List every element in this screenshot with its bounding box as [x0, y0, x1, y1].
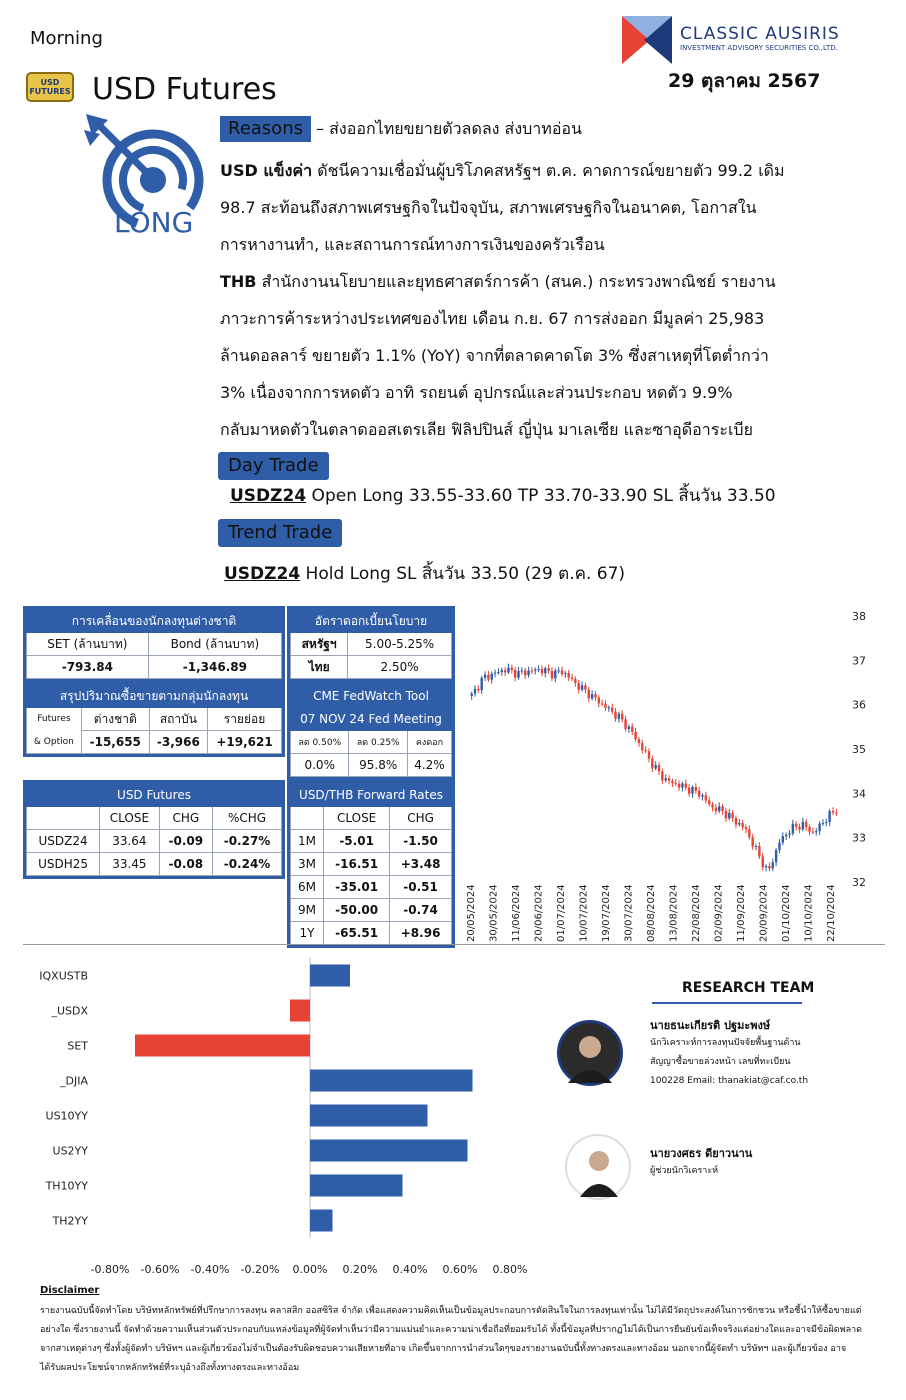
- disclaimer-line: รายงานฉบับนี้จัดทำโดย บริษัทหลักทรัพย์ที่ปรึกษาการลงทุน คลาสสิก ออสซิริส จำกัด เพื่อแสดงความคิดเห็นเป็นข้อมูลประกอบการตัดสินใจในการลงทุนเท่านั้น ไม่ได้มีวัตถุประสงค์ในการชักชวน หรือชี้นำให้ซื้อขายแต่: [40, 1306, 862, 1316]
- forward-tenor: 9M: [291, 899, 324, 922]
- candle-body: [651, 759, 653, 769]
- candle-body: [698, 791, 700, 797]
- forward-corner: [291, 807, 324, 830]
- candle-body: [705, 795, 707, 800]
- x-tick-label: 01/10/2024: [781, 884, 792, 942]
- thb-line-5: กลับมาหดตัวในตลาดออสเตรเลีย ฟิลิปปินส์ ญี่ปุ่น มาเลเซีย และซาอุดีอาระเบีย: [220, 420, 753, 439]
- candle-body: [808, 827, 810, 832]
- day-trade-line: [230, 482, 776, 509]
- candle-body: [487, 675, 489, 680]
- x-tick-label: 0.20%: [342, 1263, 378, 1275]
- policy-rate-title: อัตราดอกเบี้ยนโยบาย: [291, 610, 452, 633]
- forward-close: -35.01: [324, 876, 390, 899]
- candle-body: [624, 719, 626, 729]
- x-tick-label: -0.40%: [190, 1263, 230, 1275]
- research-team-title: RESEARCH TEAM: [682, 980, 815, 996]
- x-tick-label: -0.60%: [140, 1263, 180, 1275]
- investor-value: -3,966: [149, 731, 207, 754]
- candle-body: [654, 765, 656, 768]
- usd-line-1: ดัชนีความเชื่อมั่นผู้บริโภคสหรัฐฯ ต.ค. คาดการณ์ขยายตัว 99.2 เดิม: [312, 161, 785, 180]
- bar-category-label: _USDX: [51, 1004, 88, 1018]
- candle-body: [832, 811, 834, 812]
- usd-futures-panel: [23, 780, 285, 879]
- candle-body: [718, 806, 720, 811]
- candle-body: [701, 795, 703, 796]
- candle-body: [815, 831, 817, 832]
- foreign-flow-title: การเคลื่อนของนักลงทุนต่างชาติ: [27, 610, 282, 633]
- forward-header: CHG: [390, 807, 452, 830]
- usdthb-candlestick-chart: [458, 600, 878, 945]
- candle-body: [594, 694, 596, 697]
- x-tick-label: -0.80%: [90, 1263, 130, 1275]
- x-tick-label: 0.60%: [442, 1263, 478, 1275]
- usd-futures-symbol: USDZ24: [27, 830, 100, 853]
- candle-body: [497, 672, 499, 673]
- x-tick-label: 19/07/2024: [601, 884, 612, 942]
- candle-body: [551, 671, 553, 678]
- y-tick-label: 37: [852, 654, 866, 668]
- fedwatch-header: คงดอก: [407, 731, 451, 754]
- bar-category-label: TH10YY: [45, 1179, 88, 1193]
- candle-body: [631, 726, 633, 731]
- analyst-2-role: ผู้ช่วยนักวิเคราะห์: [650, 1166, 719, 1176]
- forward-header: CLOSE: [324, 807, 390, 830]
- candle-body: [494, 673, 496, 674]
- analyst-1-role: นักวิเคราะห์การลงทุนปัจจัยพื้นฐานด้าน: [650, 1038, 801, 1048]
- foreign-flow-bond-value: -1,346.89: [148, 656, 281, 679]
- forward-close: -16.51: [324, 853, 390, 876]
- forward-chg: +8.96: [390, 922, 452, 945]
- fedwatch-header: ลด 0.50%: [291, 731, 349, 754]
- analyst-1-info: [650, 1016, 870, 1091]
- candle-body: [755, 846, 757, 847]
- fedwatch-header: ลด 0.25%: [349, 731, 407, 754]
- usd-line-3: การหางานทำ, และสถานการณ์ทางการเงินของครัวเรือน: [220, 235, 605, 254]
- y-tick-label: 38: [852, 610, 866, 623]
- bar: [310, 1175, 403, 1197]
- candle-body: [581, 685, 583, 689]
- analyst-2-avatar: [567, 1136, 629, 1198]
- policy-rate-value: 5.00-5.25%: [348, 633, 452, 656]
- usd-futures-title: USD Futures: [27, 784, 282, 807]
- candle-body: [504, 670, 506, 672]
- y-tick-label: 34: [852, 787, 866, 801]
- usd-futures-header: CLOSE: [100, 807, 159, 830]
- policy-rate-country: ไทย: [291, 656, 348, 679]
- candle-body: [668, 778, 670, 781]
- table-row: [291, 830, 452, 853]
- candle-body: [638, 739, 640, 743]
- candle-body: [531, 671, 533, 672]
- candle-body: [534, 669, 536, 670]
- candle-body: [741, 823, 743, 827]
- usd-futures-pct: -0.27%: [213, 830, 282, 853]
- candle-body: [691, 787, 693, 794]
- candle-body: [795, 824, 797, 827]
- x-tick-label: 0.00%: [292, 1263, 328, 1275]
- foreign-flow-set-value: -793.84: [27, 656, 149, 679]
- thb-line-1: สำนักงานนโยบายและยุทธศาสตร์การค้า (สนค.) กระทรวงพาณิชย์ รายงาน: [256, 272, 776, 291]
- fedwatch-panel: [287, 681, 455, 780]
- forward-tenor: 6M: [291, 876, 324, 899]
- candle-body: [738, 823, 740, 825]
- table-row: [27, 830, 282, 853]
- candle-body: [731, 813, 733, 818]
- usd-futures-chg: -0.09: [159, 830, 212, 853]
- candle-body: [614, 712, 616, 719]
- company-subtitle: INVESTMENT ADVISORY SECURITIES CO.,LTD.: [680, 44, 838, 52]
- x-tick-label: 08/08/2024: [646, 884, 657, 942]
- candle-body: [621, 714, 623, 720]
- bar-category-label: TH2YY: [52, 1214, 88, 1228]
- bar-category-label: US10YY: [45, 1109, 88, 1123]
- x-tick-label: 22/08/2024: [691, 884, 702, 942]
- candle-body: [818, 824, 820, 832]
- usd-futures-badge-icon: USD FUTURES: [26, 72, 74, 102]
- candle-body: [721, 806, 723, 811]
- candle-body: [484, 675, 486, 678]
- candle-body: [601, 703, 603, 704]
- candle-body: [765, 866, 767, 867]
- candle-body: [792, 824, 794, 834]
- fedwatch-value: 95.8%: [349, 754, 407, 777]
- section-divider: [23, 944, 885, 945]
- candle-body: [762, 856, 764, 867]
- candle-body: [641, 743, 643, 750]
- thb-line-2: ภาวะการค้าระหว่างประเทศของไทย เดือน ก.ย. 67 การส่งออก มีมูลค่า 25,983: [220, 309, 765, 328]
- x-tick-label: 20/09/2024: [758, 884, 770, 942]
- x-tick-label: 30/05/2024: [488, 884, 500, 942]
- candle-body: [544, 668, 546, 673]
- candle-body: [491, 674, 493, 680]
- usd-futures-corner: [27, 807, 100, 830]
- usd-futures-header: CHG: [159, 807, 212, 830]
- candle-body: [678, 784, 680, 788]
- signal-label: LONG: [114, 206, 194, 239]
- candle-body: [825, 822, 827, 823]
- candle-body: [828, 811, 830, 822]
- disclaimer-title: Disclaimer: [40, 1285, 100, 1296]
- reasons-headline-row: [220, 116, 582, 142]
- usd-label: USD แข็งค่า: [220, 161, 313, 180]
- candle-body: [608, 707, 610, 708]
- x-tick-label: 20/05/2024: [466, 884, 477, 942]
- candle-body: [618, 714, 620, 719]
- candle-body: [725, 811, 727, 818]
- candle-body: [598, 698, 600, 704]
- candle-body: [501, 670, 503, 672]
- candle-body: [537, 669, 539, 670]
- thb-line-4: 3% เนื่องจากการหดตัว อาทิ รถยนต์ อุปกรณ์และส่วนประกอบ หดตัว 9.9%: [220, 383, 733, 402]
- trend-trade-text: Hold Long SL สิ้นวัน 33.50 (29 ต.ค. 67): [300, 564, 626, 584]
- thb-line-3: ล้านดอลลาร์ ขยายตัว 1.1% (YoY) จากที่ตลาดคาดโต 3% ซึ่งสาเหตุที่โตต่ำกว่า: [220, 346, 769, 365]
- candle-body: [547, 668, 549, 671]
- company-logo-icon: [622, 16, 672, 64]
- candle-body: [470, 694, 472, 696]
- bar-category-label: _DJIA: [60, 1074, 88, 1088]
- investor-header: รายย่อย: [208, 708, 282, 731]
- disclaimer-line: อย่างใด ซึ่งรายงานนี้ จัดทำด้วยความเห็นส่วนตัวประกอบกับแหล่งข้อมูลที่ผู้จัดทำเห็นว่ามีความแม่นยำและความน่าเชื่อถือที่ยอมรับได้ ทั้งนี้ข้อมูลที่ปรากฏไม่ได้เป็นการยืนยันข้อเท็จจริงแต่อย่างใดและอาจมีข้อผิดพลาด: [40, 1325, 862, 1335]
- candle-body: [578, 683, 580, 690]
- candle-body: [685, 784, 687, 788]
- bar: [310, 1105, 428, 1127]
- candle-body: [661, 771, 663, 780]
- candle-body: [644, 750, 646, 751]
- x-tick-label: 30/07/2024: [623, 884, 635, 942]
- candle-body: [745, 827, 747, 829]
- x-tick-label: 10/07/2024: [578, 884, 590, 942]
- analyst-1-email: 100228 Email: thanakiat@caf.co.th: [650, 1076, 809, 1086]
- disclaimer-line: จากสาเหตุต่างๆ ซึ่งทั้งผู้จัดทำ บริษัทฯ และผู้เกี่ยวข้องไม่จำเป็นต้องรับผิดชอบความเสียหายที่อาจ เกิดขึ้นจากการนำส่วนใดๆของรายงานฉบับนี้ทั้งทางตรงและทางอ้อม นอกจากนี้ผู้จัดทำ บริษัทฯ และผู้เกี่ยวข้อง อาจ: [40, 1344, 847, 1354]
- bar: [310, 1070, 473, 1092]
- candle-body: [711, 804, 713, 807]
- candle-body: [517, 671, 519, 678]
- person-icon: [560, 1023, 620, 1083]
- candle-body: [805, 822, 807, 827]
- forward-chg: -0.74: [390, 899, 452, 922]
- bar: [310, 1210, 333, 1232]
- fedwatch-title: CME FedWatch Tool: [291, 685, 452, 708]
- y-tick-label: 35: [852, 743, 866, 756]
- forward-tenor: 3M: [291, 853, 324, 876]
- y-tick-label: 32: [852, 876, 866, 889]
- candle-body: [514, 670, 516, 678]
- policy-rate-country: สหรัฐฯ: [291, 633, 348, 656]
- reasons-tag: Reasons: [220, 116, 311, 142]
- foreign-flow-bond-header: Bond (ล้านบาท): [148, 633, 281, 656]
- candle-body: [822, 823, 824, 824]
- table-row: [291, 922, 452, 945]
- candle-body: [728, 813, 730, 818]
- candle-body: [524, 671, 526, 676]
- forward-close: -65.51: [324, 922, 390, 945]
- candle-body: [671, 781, 673, 783]
- analyst-1-avatar: [557, 1020, 623, 1086]
- candle-body: [591, 694, 593, 698]
- usd-futures-chg: -0.08: [159, 853, 212, 876]
- candle-body: [588, 690, 590, 699]
- disclaimer-line: ได้รับผลประโยชน์จากหลักทรัพย์ที่ระบุอ้างถึงทั้งทางตรงและทางอ้อม: [40, 1363, 300, 1373]
- investor-value: -15,655: [81, 731, 149, 754]
- investor-value: +19,621: [208, 731, 282, 754]
- candle-body: [521, 671, 523, 672]
- candle-body: [681, 784, 683, 788]
- forward-close: -5.01: [324, 830, 390, 853]
- candle-body: [775, 850, 777, 862]
- bar-category-label: IQXUSTB: [39, 969, 88, 983]
- day-trade-tag: Day Trade: [218, 452, 329, 480]
- candle-body: [688, 788, 690, 794]
- candle-body: [768, 866, 770, 868]
- forward-chg: +3.48: [390, 853, 452, 876]
- usd-futures-close: 33.45: [100, 853, 159, 876]
- usd-paragraph: [220, 152, 820, 448]
- report-session-label: Morning: [30, 28, 103, 49]
- forward-close: -50.00: [324, 899, 390, 922]
- forward-chg: -1.50: [390, 830, 452, 853]
- candle-body: [511, 668, 513, 670]
- x-tick-label: 01/07/2024: [556, 884, 567, 942]
- bar: [135, 1035, 310, 1057]
- analyst-1-license: สัญญาซื้อขายล่วงหน้า เลขที่ทะเบียน: [650, 1057, 791, 1067]
- forward-tenor: 1M: [291, 830, 324, 853]
- x-tick-label: 22/10/2024: [826, 884, 837, 942]
- disclaimer-text: [40, 1302, 872, 1378]
- bar-category-label: SET: [67, 1039, 88, 1053]
- candle-body: [477, 689, 479, 690]
- x-tick-label: 11/09/2024: [736, 884, 747, 942]
- candle-body: [527, 671, 529, 676]
- candle-body: [708, 800, 710, 804]
- usd-futures-close: 33.64: [100, 830, 159, 853]
- candle-body: [748, 829, 750, 837]
- candle-body: [772, 862, 774, 868]
- candle-body: [751, 837, 753, 846]
- x-tick-label: 11/06/2024: [511, 884, 522, 942]
- fedwatch-value: 4.2%: [407, 754, 451, 777]
- analyst-2-name: นายวงศธร ดียาวนาน: [650, 1147, 753, 1160]
- candle-body: [584, 685, 586, 689]
- candle-body: [782, 836, 784, 842]
- table-row: [291, 899, 452, 922]
- person-icon: [570, 1139, 628, 1197]
- x-tick-label: -0.20%: [240, 1263, 280, 1275]
- reasons-headline: – ส่งออกไทยขยายตัวลดลง ส่งบาทอ่อน: [310, 119, 582, 138]
- table-row: [291, 876, 452, 899]
- trend-trade-line: [224, 560, 625, 587]
- bar-category-label: US2YY: [52, 1144, 88, 1158]
- candle-body: [798, 827, 800, 830]
- analyst-2-info: [650, 1144, 870, 1181]
- y-tick-label: 33: [852, 831, 866, 845]
- candle-body: [604, 704, 606, 708]
- trend-trade-symbol: USDZ24: [224, 564, 301, 584]
- day-trade-text: Open Long 33.55-33.60 TP 33.70-33.90 SL สิ้นวัน 33.50: [306, 486, 776, 506]
- investor-row-label: & Option: [27, 731, 82, 754]
- candle-body: [788, 834, 790, 835]
- candle-body: [715, 807, 717, 811]
- table-row: [27, 853, 282, 876]
- investor-header: ต่างชาติ: [81, 708, 149, 731]
- usd-futures-pct: -0.24%: [213, 853, 282, 876]
- candle-body: [507, 668, 509, 673]
- candle-body: [571, 678, 573, 679]
- candle-body: [658, 765, 660, 771]
- company-name: CLASSIC AUSIRIS: [680, 24, 840, 44]
- x-tick-label: 13/08/2024: [668, 884, 680, 942]
- candle-body: [574, 679, 576, 683]
- candle-body: [665, 778, 667, 780]
- candle-body: [481, 678, 483, 690]
- research-divider: [652, 1002, 802, 1004]
- investor-summary-panel: [23, 681, 285, 757]
- foreign-flow-panel: [23, 606, 285, 682]
- x-tick-label: 10/10/2024: [803, 884, 815, 942]
- candle-body: [557, 670, 559, 671]
- analyst-1-name: นายธนะเกียรติ ปฐมะพงษ์: [650, 1019, 771, 1032]
- fedwatch-value: 0.0%: [291, 754, 349, 777]
- table-row: [291, 853, 452, 876]
- investor-summary-title: สรุปปริมาณซื้อขายตามกลุ่มนักลงทุน: [27, 685, 282, 708]
- candle-body: [628, 726, 630, 729]
- usd-futures-header: %CHG: [213, 807, 282, 830]
- investor-row-label: Futures: [27, 708, 82, 731]
- candle-body: [695, 787, 697, 791]
- page-title: USD Futures: [92, 72, 277, 107]
- x-tick-label: 0.40%: [392, 1263, 428, 1275]
- forward-rates-panel: [287, 780, 455, 948]
- y-tick-label: 36: [852, 698, 866, 712]
- candle-body: [778, 843, 780, 850]
- candle-body: [735, 818, 737, 824]
- usd-line-2: 98.7 สะท้อนถึงสภาพเศรษฐกิจในปัจจุบัน, สภาพเศรษฐกิจในอนาคต, โอกาสใน: [220, 198, 757, 217]
- candle-body: [785, 835, 787, 836]
- candle-body: [611, 707, 613, 711]
- bar: [290, 1000, 310, 1022]
- bar: [310, 1140, 468, 1162]
- x-tick-label: 20/06/2024: [533, 884, 545, 942]
- candle-body: [835, 813, 837, 814]
- x-tick-label: 0.80%: [492, 1263, 528, 1275]
- x-tick-label: 02/09/2024: [713, 884, 725, 942]
- day-trade-symbol: USDZ24: [230, 486, 307, 506]
- candle-body: [675, 783, 677, 784]
- candle-body: [474, 689, 476, 694]
- forward-title: USD/THB Forward Rates: [291, 784, 452, 807]
- report-date: 29 ตุลาคม 2567: [668, 70, 821, 92]
- trend-trade-tag: Trend Trade: [218, 519, 342, 547]
- candle-body: [567, 673, 569, 677]
- policy-rate-value: 2.50%: [348, 656, 452, 679]
- policy-rate-panel: [287, 606, 455, 682]
- market-change-bar-chart: [20, 950, 540, 1275]
- candle-body: [541, 669, 543, 673]
- usd-futures-symbol: USDH25: [27, 853, 100, 876]
- candle-body: [634, 732, 636, 739]
- investor-header: สถาบัน: [149, 708, 207, 731]
- forward-chg: -0.51: [390, 876, 452, 899]
- bar: [310, 965, 350, 987]
- foreign-flow-set-header: SET (ล้านบาท): [27, 633, 149, 656]
- candle-body: [648, 751, 650, 758]
- forward-tenor: 1Y: [291, 922, 324, 945]
- thb-label: THB: [220, 272, 257, 291]
- fedwatch-meeting: 07 NOV 24 Fed Meeting: [291, 708, 452, 731]
- candle-body: [812, 832, 814, 833]
- candle-body: [758, 846, 760, 856]
- candle-body: [554, 671, 556, 679]
- candle-body: [561, 670, 563, 674]
- candle-body: [564, 673, 566, 674]
- candle-body: [802, 822, 804, 830]
